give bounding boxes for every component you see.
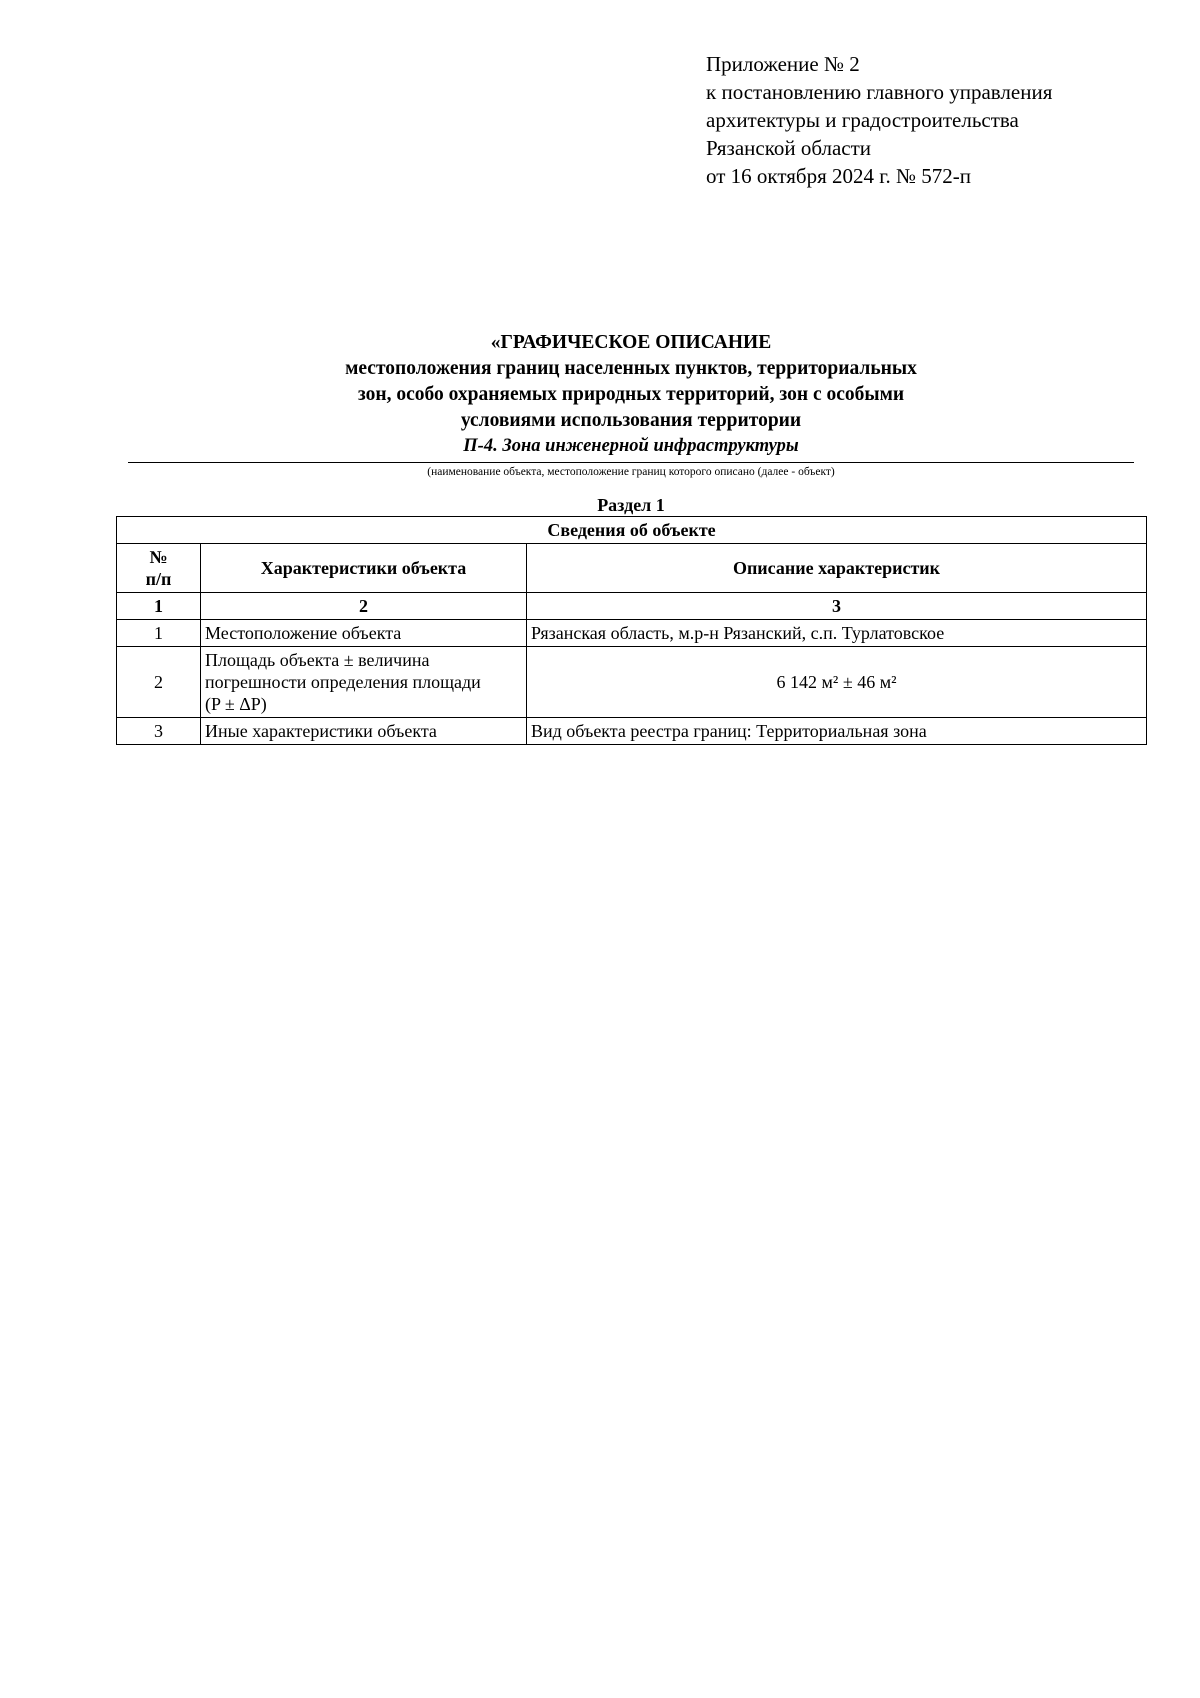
table-header-row xyxy=(117,544,1147,593)
row-number: 2 xyxy=(117,647,201,718)
row-characteristic-line: (P ± ΔP) xyxy=(205,694,267,714)
title-line: зон, особо охраняемых природных территорий, зон с особыми xyxy=(357,384,905,405)
table-row xyxy=(117,620,1147,647)
appendix-header xyxy=(706,50,1146,190)
title-line: местоположения границ населенных пунктов, территориальных xyxy=(345,358,917,379)
appendix-line: архитектуры и градостроительства xyxy=(706,108,1019,132)
header-num-symbol: № xyxy=(149,547,168,567)
header-num-label: п/п xyxy=(145,569,172,589)
table-caption: Сведения об объекте xyxy=(117,517,1147,544)
appendix-date-number: от 16 октября 2024 г. № 572-п xyxy=(706,164,971,188)
column-number: 1 xyxy=(117,593,201,620)
column-number: 3 xyxy=(527,593,1147,620)
column-number: 2 xyxy=(201,593,527,620)
appendix-line: Рязанской области xyxy=(706,136,872,160)
table-row xyxy=(117,647,1147,718)
appendix-line: Приложение № 2 xyxy=(706,52,860,76)
row-number: 3 xyxy=(117,718,201,745)
object-name-caption: (наименование объекта, местоположение границ которого описано (далее - объект) xyxy=(427,466,835,478)
title-line: условиями использования территории xyxy=(460,410,802,431)
header-num xyxy=(117,544,201,593)
object-info-table xyxy=(116,516,1147,745)
header-description: Описание характеристик xyxy=(527,544,1147,593)
row-characteristic-line: Площадь объекта ± величина xyxy=(205,650,430,670)
header-characteristics: Характеристики объекта xyxy=(201,544,527,593)
table-caption-row xyxy=(117,517,1147,544)
row-characteristic: Местоположение объекта xyxy=(201,620,527,647)
object-name: П-4. Зона инженерной инфраструктуры xyxy=(463,436,799,456)
row-number: 1 xyxy=(117,620,201,647)
table-row xyxy=(117,718,1147,745)
title-line: «ГРАФИЧЕСКОЕ ОПИСАНИЕ xyxy=(490,332,772,353)
appendix-line: к постановлению главного управления xyxy=(706,80,1053,104)
document-title xyxy=(128,330,1134,458)
row-description: Рязанская область, м.р-н Рязанский, с.п. Турлатовское xyxy=(527,620,1147,647)
underline-rule xyxy=(128,462,1134,463)
row-characteristic xyxy=(201,647,527,718)
section-title: Раздел 1 xyxy=(597,495,665,515)
row-description: 6 142 м² ± 46 м² xyxy=(527,647,1147,718)
row-characteristic: Иные характеристики объекта xyxy=(201,718,527,745)
row-description: Вид объекта реестра границ: Территориальная зона xyxy=(527,718,1147,745)
column-number-row xyxy=(117,593,1147,620)
row-characteristic-line: погрешности определения площади xyxy=(205,672,481,692)
